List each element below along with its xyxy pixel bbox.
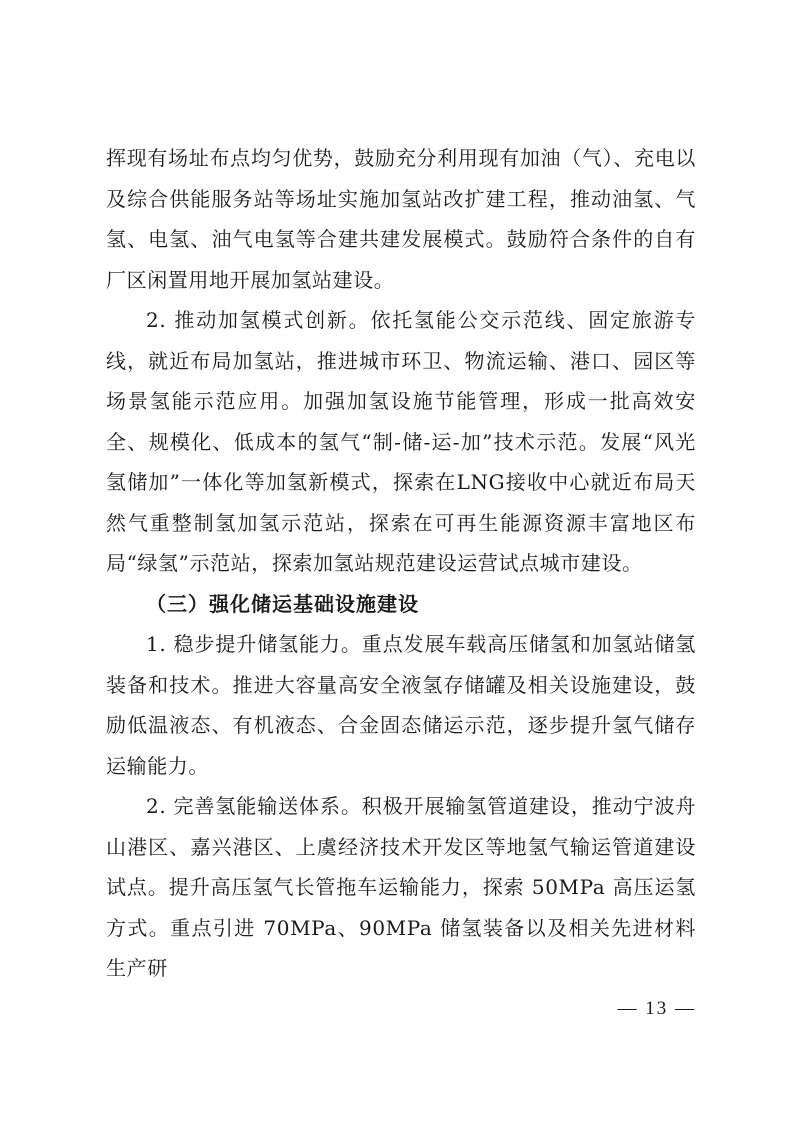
page-number: — 13 —: [617, 998, 696, 1019]
paragraph-hydrogen-mode-innovation: 2. 推动加氢模式创新。依托氢能公交示范线、固定旅游专线，就近布局加氢站，推进城市环卫、物流运输、港口、园区等场景氢能示范应用。加强加氢设施节能管理，形成一批高效安全、规模化、低成本的氢气“制-储-运-加”技术示范。发展“风光氢储加”一体化等加氢新模式，探索在LNG接收中心就近布局天然气重整制氢加氢示范站，探索在可再生能源资源丰富地区布局“绿氢”示范站，探索加氢站规范建设运营试点城市建设。: [106, 308, 696, 575]
paragraph-continued: 挥现有场址布点均匀优势，鼓励充分利用现有加油（气）、充电以及综合供能服务站等场址实施加氢站改扩建工程，推动油氢、气氢、电氢、油气电氢等合建共建发展模式。鼓励符合条件的自有厂区闲置用地开展加氢站建设。: [106, 146, 696, 292]
paragraph-storage-capacity: 1. 稳步提升储氢能力。重点发展车载高压储氢和加氢站储氢装备和技术。推进大容量高安全液氢存储罐及相关设施建设，鼓励低温液态、有机液态、合金固态储运示范，逐步提升氢气储存运输能力。: [106, 632, 696, 778]
paragraph-transport-system: 2. 完善氢能输送体系。积极开展输氢管道建设，推动宁波舟山港区、嘉兴港区、上虞经济技术开发区等地氢气输运管道建设试点。提升高压氢气长管拖车运输能力，探索 50MPa 高压运氢方式。重点引进 70MPa、90MPa 储氢装备以及相关先进材料生产研: [106, 794, 696, 980]
document-body: [106, 138, 696, 989]
section-heading: （三）强化储运基础设施建设: [146, 591, 419, 616]
